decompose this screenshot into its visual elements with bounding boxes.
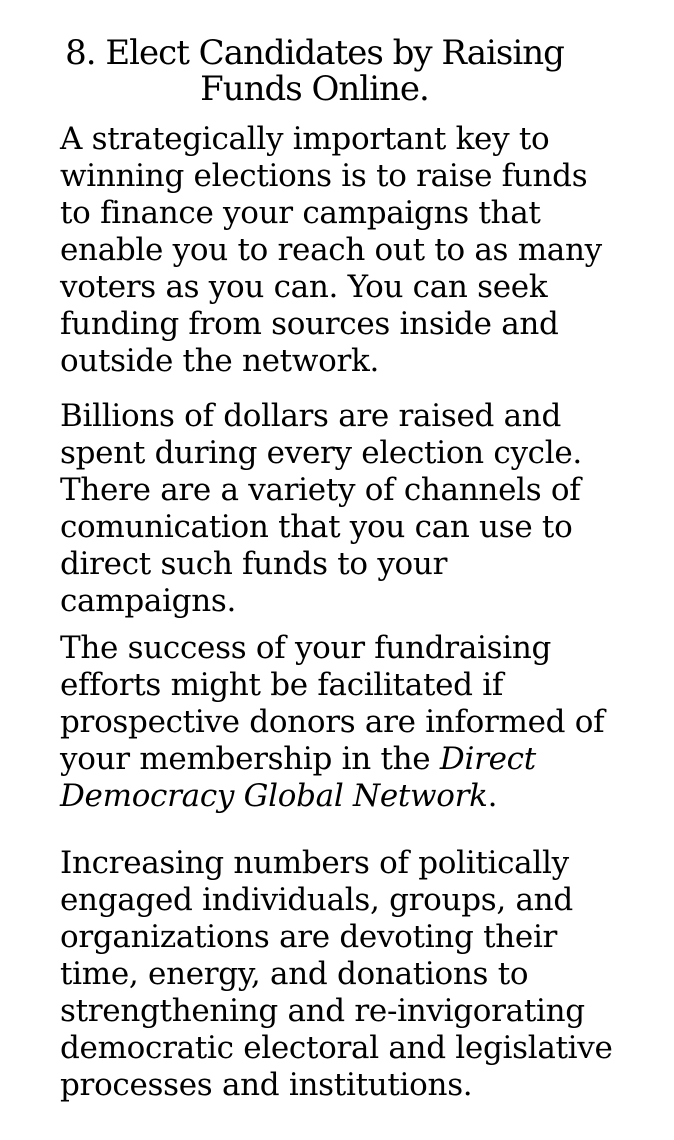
text-segment: your membership in the [60, 741, 440, 777]
chapter-heading-line: 8. Elect Candidates by Raising [65, 33, 564, 73]
text-segment: democratic electoral and legislative [60, 1030, 613, 1066]
paragraph [60, 845, 614, 1104]
text-segment: engaged individuals, groups, and [60, 882, 573, 918]
text-line [60, 956, 614, 993]
text-line [60, 667, 614, 704]
italic-text-segment: Direct [439, 741, 536, 777]
text-line [60, 741, 614, 778]
text-line [60, 398, 614, 435]
text-segment: to finance your campaigns that [60, 195, 541, 231]
chapter-heading [60, 35, 569, 107]
text-segment: . [487, 778, 498, 814]
text-segment: winning elections is to raise funds [60, 158, 588, 194]
text-segment: voters as you can. You can seek [60, 269, 548, 305]
text-line [60, 306, 614, 343]
text-line [60, 509, 614, 546]
text-segment: direct such funds to your [60, 546, 448, 582]
text-segment: A strategically important key to [60, 121, 550, 157]
text-segment: funding from sources inside and [60, 306, 559, 342]
paragraph [60, 630, 614, 815]
text-segment: prospective donors are informed of [60, 704, 605, 740]
text-line [60, 882, 614, 919]
text-line [60, 269, 614, 306]
text-line [60, 993, 614, 1030]
text-segment: outside the network. [60, 343, 380, 379]
text-line [60, 546, 614, 583]
text-line [60, 195, 614, 232]
text-line [60, 232, 614, 269]
text-line [60, 845, 614, 882]
text-line [60, 704, 614, 741]
body-paragraphs [60, 121, 614, 1104]
text-segment: enable you to reach out to as many [60, 232, 602, 268]
text-line [60, 1030, 614, 1067]
text-segment: comunication that you can use to [60, 509, 573, 545]
text-segment: There are a variety of channels of [60, 472, 581, 508]
chapter-heading-line: Funds Online. [200, 69, 429, 109]
text-line [60, 472, 614, 509]
text-line [60, 435, 614, 472]
text-line [60, 919, 614, 956]
text-line [60, 630, 614, 667]
text-segment: time, energy, and donations to [60, 956, 529, 992]
text-line [60, 121, 614, 158]
text-segment: campaigns. [60, 583, 237, 619]
text-segment: Increasing numbers of politically [60, 845, 569, 881]
text-line [60, 778, 614, 815]
text-line [60, 1067, 614, 1104]
text-segment: strengthening and re-invigorating [60, 993, 585, 1029]
text-line [60, 583, 614, 620]
text-line [60, 343, 614, 380]
text-segment: processes and institutions. [60, 1067, 473, 1103]
text-segment: spent during every election cycle. [60, 435, 582, 471]
text-segment: organizations are devoting their [60, 919, 558, 955]
text-segment: The success of your fundraising [60, 630, 552, 666]
text-line [60, 158, 614, 195]
paragraph [60, 121, 614, 380]
paragraph [60, 398, 614, 620]
italic-text-segment: Democracy Global Network [60, 778, 488, 814]
text-segment: efforts might be facilitated if [60, 667, 504, 703]
text-segment: Billions of dollars are raised and [60, 398, 561, 434]
